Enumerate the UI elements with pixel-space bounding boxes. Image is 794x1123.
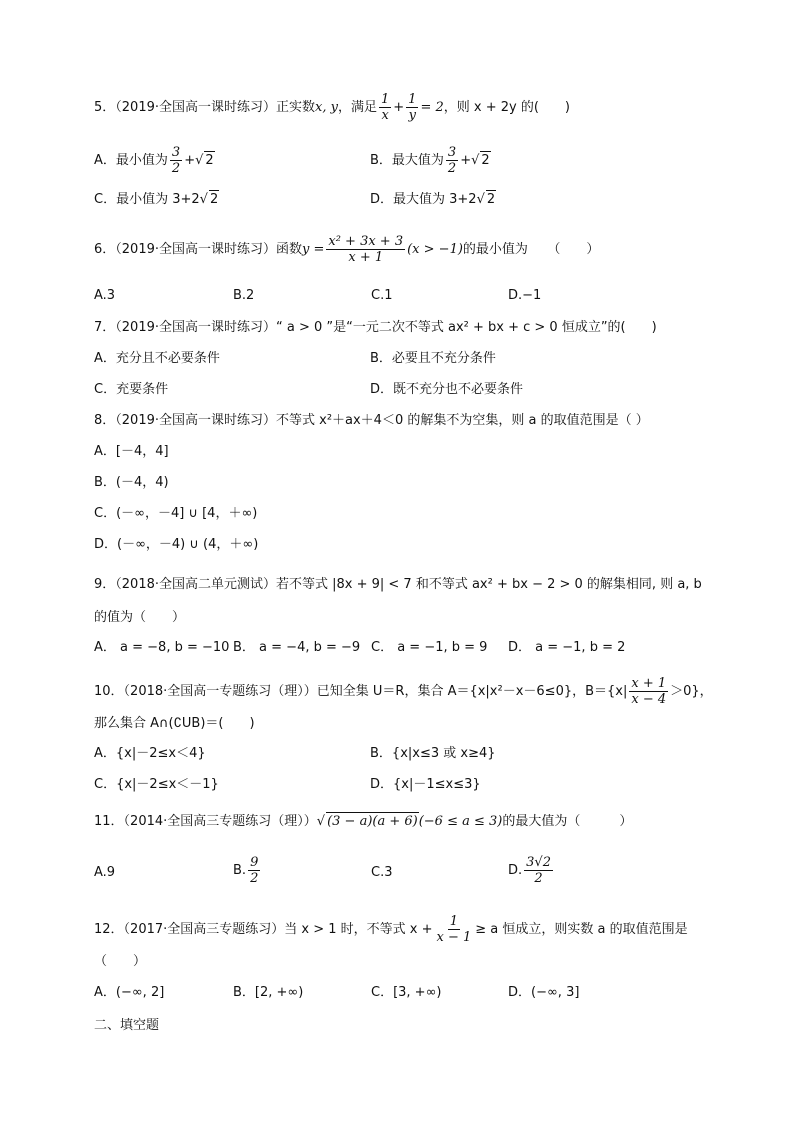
section-heading: 二、填空题 (94, 1018, 160, 1033)
q8-option-d: D．(－∞，－4) ∪ (4，＋∞) (94, 537, 259, 552)
question-6-stem: 6．（2019·全国高一课时练习）函数y = $\frac{\text{x² + 3x + 3}}{x + 1}$ (x > −1)的最小值为 （ ） (94, 234, 600, 265)
q6-option-c: C.1 (371, 288, 393, 303)
q9-option-c: C． a = −1, b = 9 (371, 640, 488, 655)
q12-option-a: A．(−∞, 2] (94, 985, 165, 1000)
q5-option-b: B．最大值为 $\frac{3}{2}$ +√ 2 (370, 145, 490, 176)
q9-option-a: A． a = −8, b = −10 (94, 640, 230, 655)
q10-option-c: C．{x|－2≤x＜－1} (94, 777, 219, 792)
q10-option-b: B．{x|x≤3 或 x≥4} (370, 746, 496, 761)
question-7-stem: 7．（2019·全国高一课时练习）“ a > 0 ”是“一元二次不等式 ax² + bx + c > 0 恒成立”的( ) (94, 320, 657, 335)
q7-option-d: D．既不充分也不必要条件 (370, 382, 524, 397)
question-9-stem-line2: 的值为（ ） (94, 610, 186, 625)
question-5-stem: 5．（2019·全国高一课时练习）正实数x, y，满足 $\frac{1}{x}$ + $\frac{1}{y}$ = 2，则 x + 2y 的( ) (94, 92, 570, 123)
q6-option-d: D.−1 (508, 288, 542, 303)
fraction: $\frac{\text{x² + 3x + 3}}{x + 1}$ (328, 234, 404, 265)
q5-option-c: C．最小值为 3+2√ 2 (94, 192, 219, 207)
question-12-stem-line2: （ ） (94, 954, 147, 969)
fraction: $\frac{1}{x - 1}$ (436, 914, 472, 945)
q8-option-c: C．(－∞，－4] ∪ [4，＋∞) (94, 506, 258, 521)
q9-option-d: D． a = −1, b = 2 (508, 640, 626, 655)
q12-option-b: B．[2, +∞) (233, 985, 304, 1000)
q11-option-c: C.3 (371, 865, 393, 880)
q5-option-d: D．最大值为 3+2√ 2 (370, 192, 496, 207)
q10-option-a: A．{x|－2≤x＜4} (94, 746, 206, 761)
q10-option-d: D．{x|－1≤x≤3} (370, 777, 481, 792)
q5-option-a: A．最小值为 $\frac{3}{2}$ +√ 2 (94, 145, 214, 176)
q9-option-b: B． a = −4, b = −9 (233, 640, 361, 655)
q12-option-d: D．(−∞, 3] (508, 985, 580, 1000)
q7-option-a: A．充分且不必要条件 (94, 351, 220, 366)
q11-option-a: A.9 (94, 865, 116, 880)
q7-option-b: B．必要且不充分条件 (370, 351, 496, 366)
question-10-stem-line2: 那么集合 A∩(∁UB)＝( ) (94, 716, 255, 731)
fraction: $\frac{1}{y}$ (408, 92, 417, 123)
q11-option-d: D. $\frac{3√2}{2}$ (508, 855, 551, 886)
fraction: $\frac{x + 1}{x - 4}$ (631, 676, 667, 707)
q8-option-a: A．[－4，4] (94, 444, 169, 459)
sqrt-symbol: √ (316, 814, 326, 829)
question-11-stem: 11．（2014·全国高三专题练习（理））√ (3 − a)(a + 6)(−6 ≤ a ≤ 3)的最大值为（ ） (94, 814, 633, 829)
question-10-stem-line1: 10．（2018·全国高一专题练习（理））已知全集 U＝R，集合 A＝{x|x²－x－6≤0}，B＝{x| $\frac{x + 1}{x - 4}$ ＞0}， (94, 676, 713, 707)
question-9-stem-line1: 9．（2018·全国高二单元测试）若不等式 |8x + 9| < 7 和不等式 ax² + bx − 2 > 0 的解集相同, 则 a, b (94, 577, 702, 592)
fraction: $\frac{1}{x}$ (380, 92, 390, 123)
question-8-stem: 8．（2019·全国高一课时练习）不等式 x²＋ax＋4＜0 的解集不为空集，则 a 的取值范围是（ ） (94, 413, 649, 428)
q6-option-a: A.3 (94, 288, 116, 303)
q7-option-c: C．充要条件 (94, 382, 169, 397)
question-12-stem-line1: 12．（2017·全国高三专题练习）当 x > 1 时，不等式 x + $\frac{1}{x - 1}$ ≥ a 恒成立，则实数 a 的取值范围是 (94, 914, 688, 945)
q6-option-b: B.2 (233, 288, 255, 303)
q12-option-c: C．[3, +∞) (371, 985, 442, 1000)
q11-option-b: B. $\frac{9}{2}$ (233, 855, 259, 886)
q8-option-b: B．(－4，4) (94, 475, 169, 490)
